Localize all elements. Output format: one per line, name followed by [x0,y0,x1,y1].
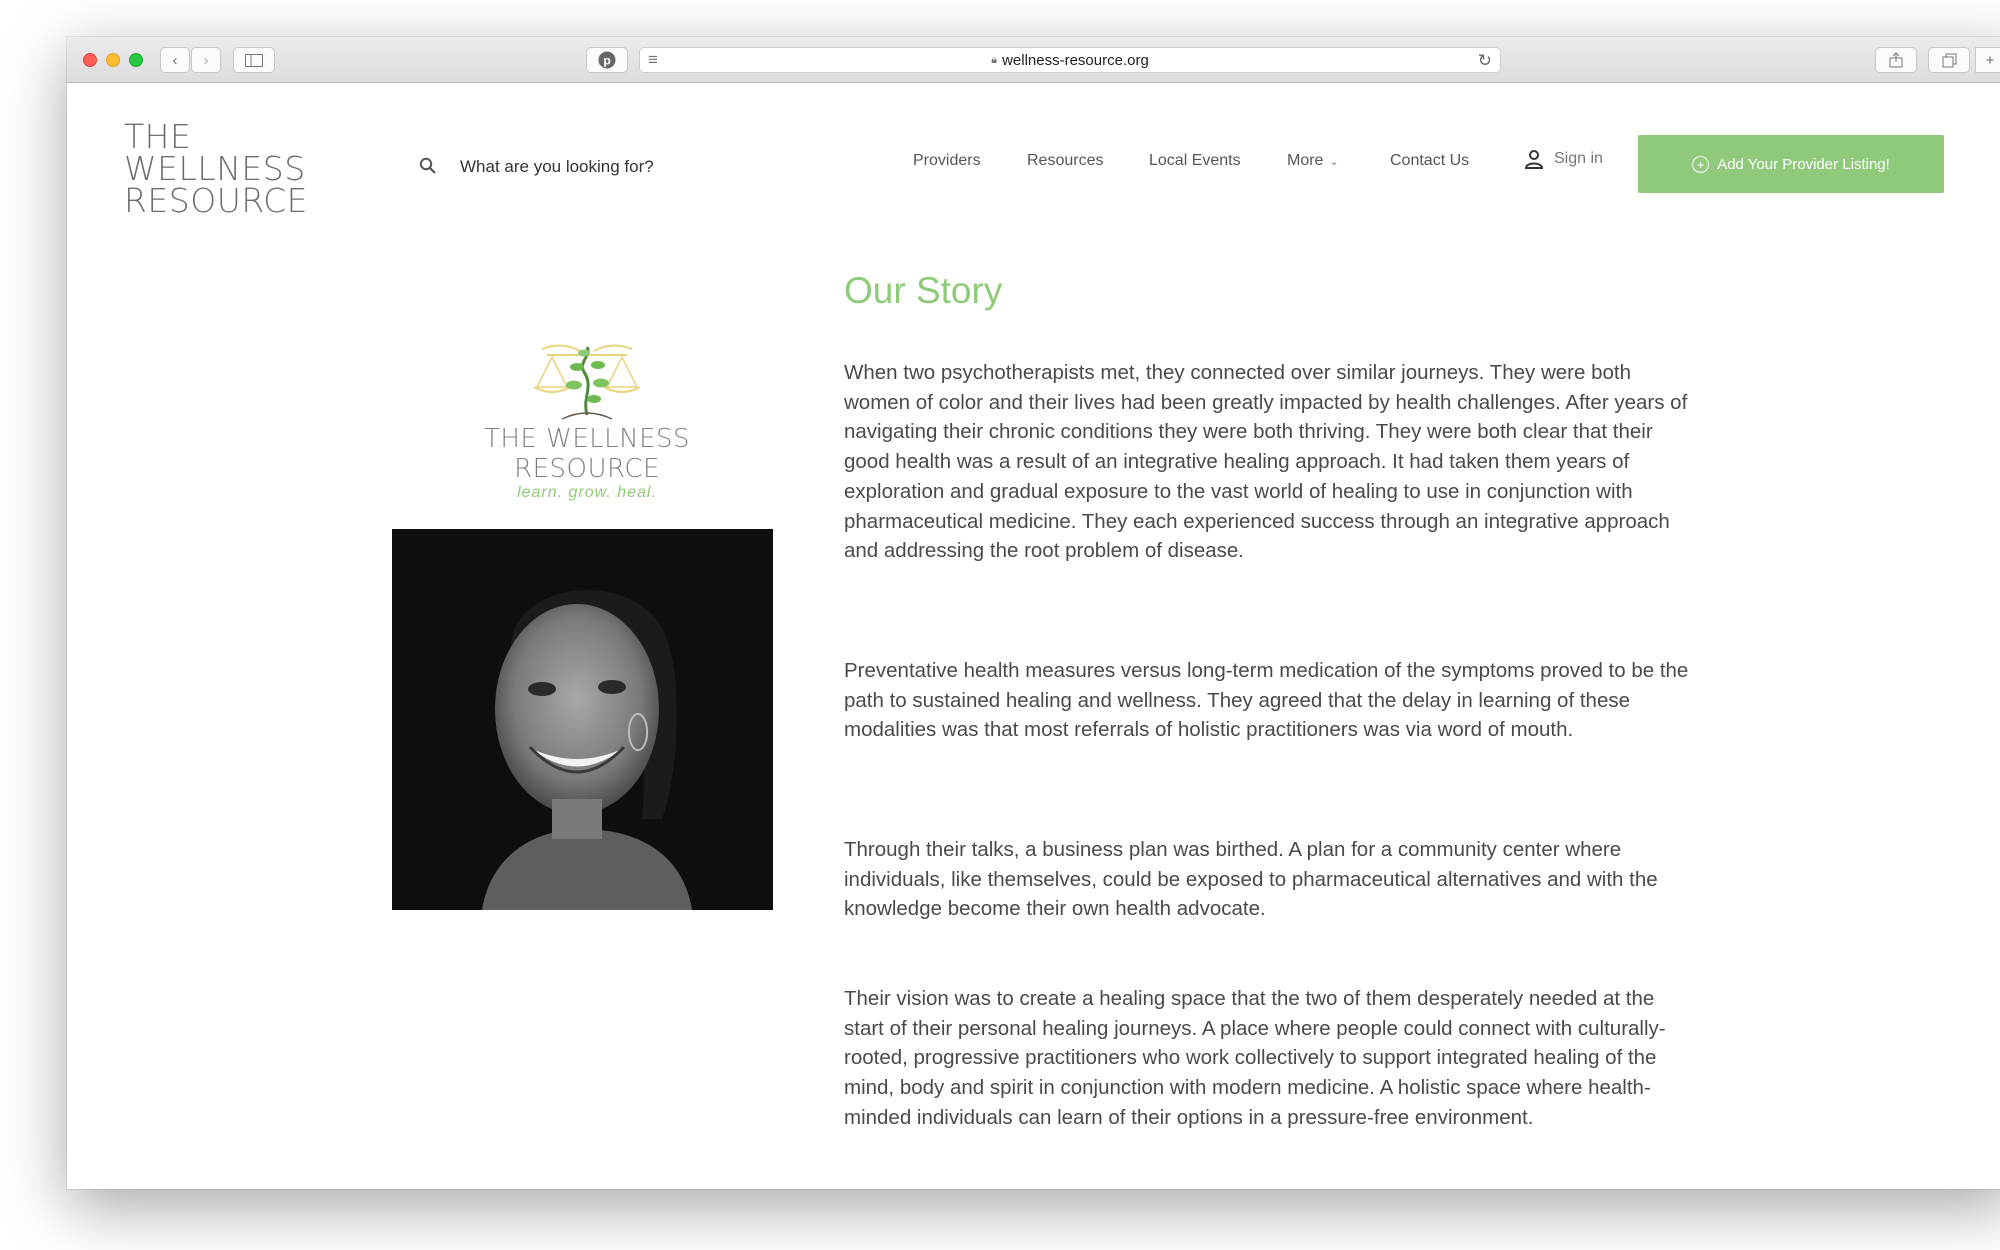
svg-text:p: p [603,53,611,68]
reader-icon[interactable]: ≡ [648,50,658,69]
brand-name: THE WELLNESS RESOURCE [483,424,691,484]
nav-more[interactable] [1287,152,1339,170]
story-paragraph: When two psychotherapists met, they connected over similar journeys. They were both women of color and their lives had been greatly impacted by health challenges. After years of navigating their chronic conditions they were both thriving. They were both clear that their good health was a result of an integrative healing approach. It had taken them years of exploration and gradual exposure to the vast world of healing to use in conjunction with pharmaceutical medicine. They each experienced success through an integrative approach and addressing the root problem of disease. [844,361,1688,563]
zoom-window-button[interactable] [129,53,143,67]
nav-more-label: More [1287,152,1324,169]
chevron-right-icon: › [203,51,209,69]
browser-window [67,37,2000,1189]
pinterest-button[interactable] [586,47,628,73]
sidebar-icon [245,54,263,67]
pinterest-icon [598,51,616,69]
search-icon[interactable] [419,157,437,180]
chevron-left-icon: ‹ [172,51,178,69]
plus-icon: + [1985,51,1995,69]
brand-logo [411,337,763,502]
reload-icon[interactable]: ↻ [1477,51,1492,70]
share-button[interactable] [1875,47,1917,73]
site-logo[interactable] [124,117,309,220]
close-window-button[interactable] [83,53,97,67]
minimize-window-button[interactable] [106,53,120,67]
story-paragraph: Through their talks, a business plan was birthed. A plan for a community center where individuals, like themselves, could be exposed to pharmaceutical alternatives and with the knowledge become their own health advocate. [844,838,1658,921]
scales-tree-logo-icon [522,337,652,422]
logo-line: RESOURCE [124,181,309,220]
nav-providers[interactable]: Providers [913,152,981,169]
sign-in-label: Sign in [1554,150,1603,167]
founder-photo [392,529,773,910]
plus-circle-icon: + [1692,156,1709,173]
story-paragraph: Their vision was to create a healing space that the two of them desperately needed at the start of their personal healing journeys. A place where people could connect with culturally-rooted, progressive practitioners who work collectively to support integrated healing of the mind, body and spirit in conjunction with modern medicine. A holistic space where health-minded individuals can learn of their options in a pressure-free environment. [844,987,1666,1129]
add-provider-listing-button[interactable] [1638,135,1944,193]
page-title: Our Story [844,270,1003,311]
chevron-down-icon: ⌄ [1329,156,1339,168]
logo-line: WELLNESS [124,149,306,188]
nav-resources[interactable]: Resources [1027,152,1104,169]
forward-button[interactable] [191,47,221,73]
story-paragraph: Preventative health measures versus long-term medication of the symptoms proved to be the path to sustained healing and wellness. They agreed that the delay in learning of these modalities was that most referrals of holistic practitioners was via word of mouth. [844,659,1689,742]
sidebar-toggle-button[interactable] [233,47,275,73]
add-provider-label: Add Your Provider Listing! [1717,155,1890,173]
sign-in-link[interactable] [1524,149,1603,169]
new-tab-button[interactable] [1975,47,2000,73]
user-icon [1524,149,1544,169]
lock-icon: 🔒︎ [991,53,998,66]
back-button[interactable] [160,47,190,73]
tabs-icon [1942,53,1957,68]
logo-line: THE [124,117,192,156]
share-icon [1889,52,1903,68]
nav-contact-us[interactable]: Contact Us [1390,152,1470,169]
brand-tagline: learn. grow. heal. [517,484,657,501]
nav-local-events[interactable]: Local Events [1149,152,1241,169]
url-text: wellness-resource.org [1002,51,1149,69]
founder-portrait-image [392,529,773,910]
search-input[interactable] [460,154,720,180]
tabs-overview-button[interactable] [1928,47,1970,73]
address-bar[interactable] [639,47,1501,73]
browser-toolbar [67,37,2000,83]
